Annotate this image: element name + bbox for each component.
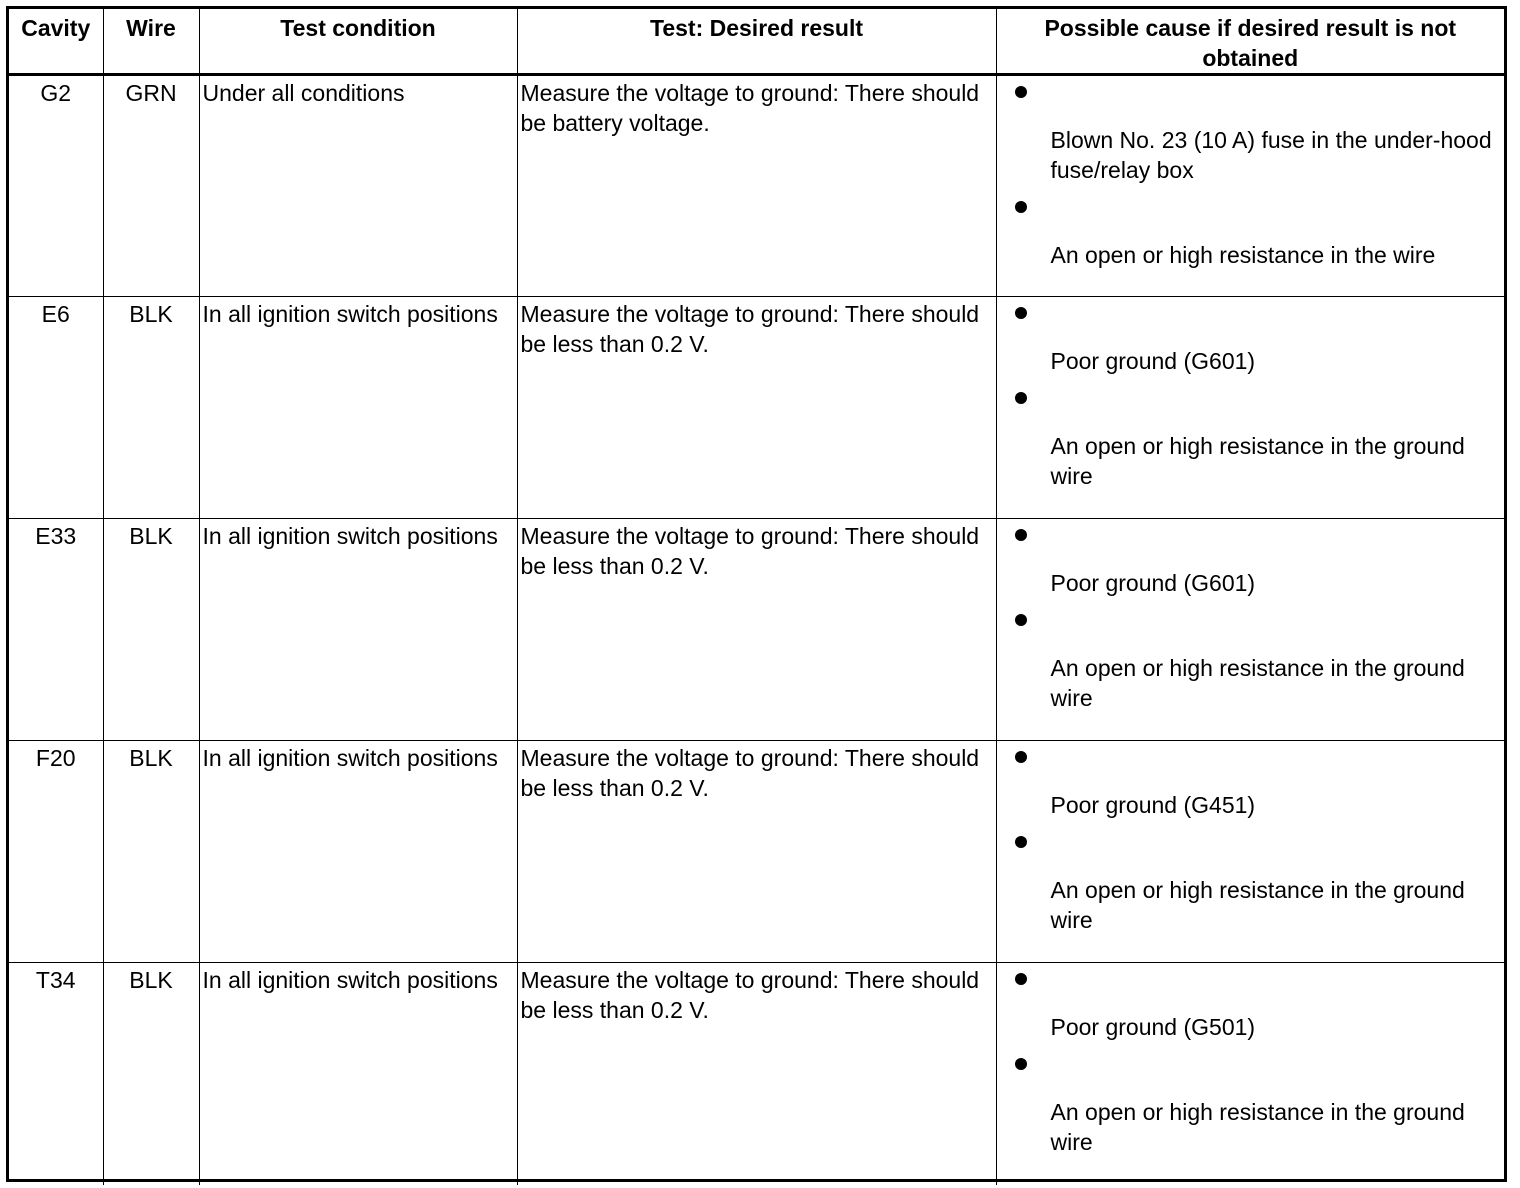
cavity-cell: T34 xyxy=(9,963,103,1185)
bullet-icon xyxy=(1015,307,1027,319)
bullet-icon xyxy=(1015,201,1027,213)
cause-item xyxy=(1015,78,1502,185)
header-test-condition: Test condition xyxy=(199,9,517,75)
condition-cell: In all ignition switch positions xyxy=(199,297,517,519)
header-cavity: Cavity xyxy=(9,9,103,75)
header-desired-result: Test: Desired result xyxy=(517,9,996,75)
bullet-icon xyxy=(1015,973,1027,985)
cause-list xyxy=(1000,299,1502,491)
header-row xyxy=(9,9,1504,75)
wire-cell: BLK xyxy=(103,297,199,519)
condition-cell: In all ignition switch positions xyxy=(199,519,517,741)
result-cell: Measure the voltage to ground: There should be less than 0.2 V. xyxy=(517,741,996,963)
cause-item xyxy=(1015,743,1502,820)
condition-cell: Under all conditions xyxy=(199,75,517,297)
result-cell: Measure the voltage to ground: There should be battery voltage. xyxy=(517,75,996,297)
diagnostic-table xyxy=(9,9,1504,1185)
cavity-cell: E6 xyxy=(9,297,103,519)
bullet-icon xyxy=(1015,836,1027,848)
table-row xyxy=(9,741,1504,963)
bullet-icon xyxy=(1015,86,1027,98)
cause-item xyxy=(1015,828,1502,935)
result-cell: Measure the voltage to ground: There should be less than 0.2 V. xyxy=(517,963,996,1185)
table-row xyxy=(9,519,1504,741)
cause-text: Poor ground (G601) xyxy=(1050,348,1256,374)
cause-cell xyxy=(996,75,1504,297)
cause-item xyxy=(1015,965,1502,1042)
diagnostic-table-frame xyxy=(6,6,1507,1182)
result-cell: Measure the voltage to ground: There should be less than 0.2 V. xyxy=(517,519,996,741)
condition-cell: In all ignition switch positions xyxy=(199,963,517,1185)
cause-item xyxy=(1015,384,1502,491)
bullet-icon xyxy=(1015,614,1027,626)
wire-cell: BLK xyxy=(103,741,199,963)
cause-item xyxy=(1015,193,1502,270)
cause-text: An open or high resistance in the ground wire xyxy=(1050,655,1465,711)
cavity-cell: G2 xyxy=(9,75,103,297)
cause-item xyxy=(1015,299,1502,376)
cause-list xyxy=(1000,521,1502,713)
cause-cell xyxy=(996,741,1504,963)
header-possible-cause: Possible cause if desired result is not obtained xyxy=(996,9,1504,75)
bullet-icon xyxy=(1015,529,1027,541)
wire-cell: GRN xyxy=(103,75,199,297)
cavity-cell: E33 xyxy=(9,519,103,741)
cause-text: An open or high resistance in the ground wire xyxy=(1050,1099,1465,1155)
bullet-icon xyxy=(1015,1058,1027,1070)
cause-text: Poor ground (G601) xyxy=(1050,570,1256,596)
bullet-icon xyxy=(1015,392,1027,404)
cavity-cell: F20 xyxy=(9,741,103,963)
cause-item xyxy=(1015,1050,1502,1157)
cause-cell xyxy=(996,519,1504,741)
cause-cell xyxy=(996,963,1504,1185)
condition-cell: In all ignition switch positions xyxy=(199,741,517,963)
cause-text: Blown No. 23 (10 A) fuse in the under-hood fuse/relay box xyxy=(1050,127,1492,183)
wire-cell: BLK xyxy=(103,519,199,741)
cause-text: An open or high resistance in the ground wire xyxy=(1050,877,1465,933)
wire-cell: BLK xyxy=(103,963,199,1185)
cause-item xyxy=(1015,606,1502,713)
cause-cell xyxy=(996,297,1504,519)
cause-list xyxy=(1000,743,1502,935)
table-row xyxy=(9,75,1504,297)
cause-list xyxy=(1000,78,1502,270)
table-row xyxy=(9,963,1504,1185)
result-cell: Measure the voltage to ground: There should be less than 0.2 V. xyxy=(517,297,996,519)
table-row xyxy=(9,297,1504,519)
header-wire: Wire xyxy=(103,9,199,75)
cause-text: Poor ground (G451) xyxy=(1050,792,1256,818)
bullet-icon xyxy=(1015,751,1027,763)
cause-item xyxy=(1015,521,1502,598)
cause-text: An open or high resistance in the wire xyxy=(1050,242,1436,268)
cause-text: An open or high resistance in the ground wire xyxy=(1050,433,1465,489)
cause-text: Poor ground (G501) xyxy=(1050,1014,1256,1040)
cause-list xyxy=(1000,965,1502,1157)
